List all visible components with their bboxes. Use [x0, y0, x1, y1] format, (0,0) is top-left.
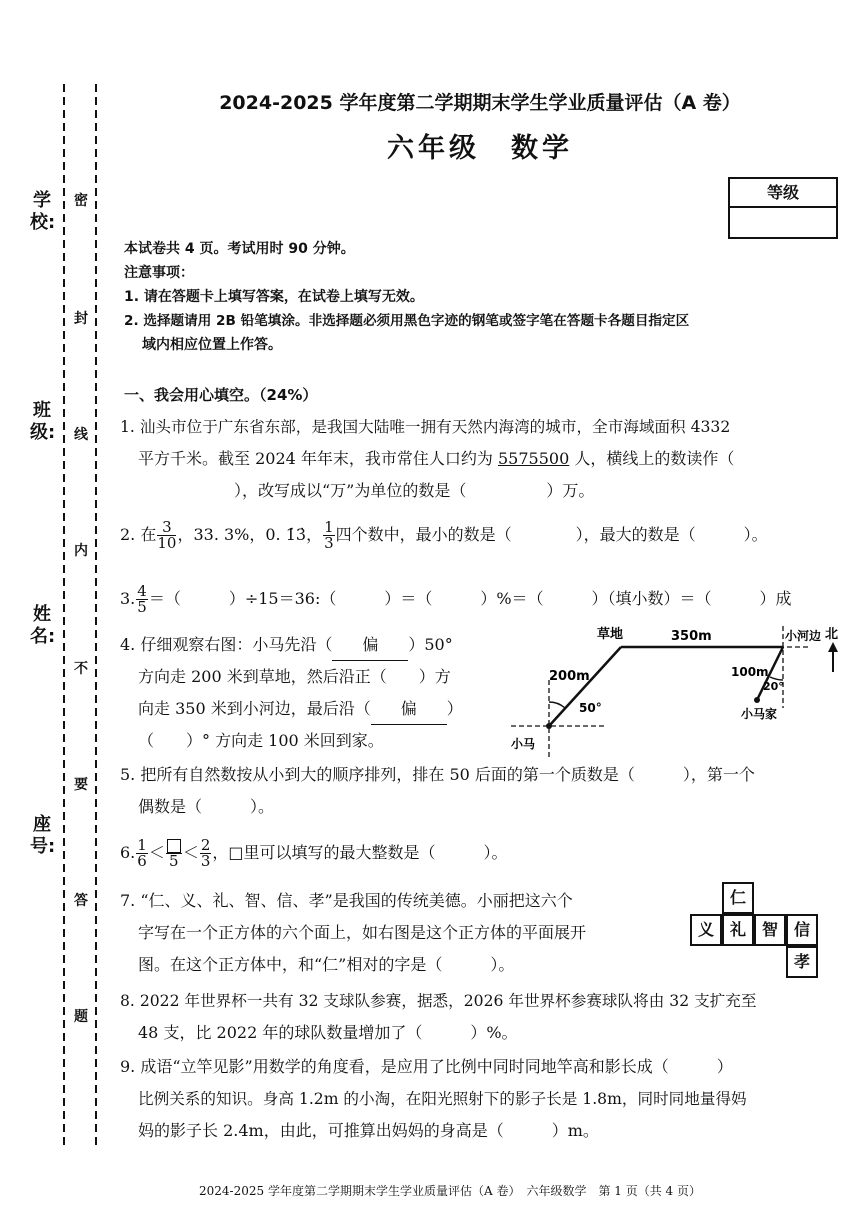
q4-route-diagram: [505, 620, 845, 760]
seal-char-nei: 内: [70, 540, 92, 560]
seal-char-da: 答: [70, 890, 92, 910]
q1-text-a: 平方千米。截至 2024 年年末，我市常住人口约为: [138, 449, 498, 468]
q6-less-than-2: ＜: [182, 843, 199, 862]
q6-line: [120, 838, 508, 869]
q2-f1-numerator: 3: [157, 520, 176, 536]
q1-line-2: [138, 444, 734, 474]
q4-line-4: （ ）° 方向走 100 米回到家。: [138, 731, 384, 750]
exam-title: 2024-2025 学年度第二学期期末学生学业质量评估（A 卷）: [219, 92, 741, 114]
notes-line-4: 2. 选择题请用 2B 铅笔填涂。非选择题必须用黑色字迹的钢笔或签字笔在答题卡各题目指定区: [124, 313, 690, 329]
fig-home-label: 小马家: [741, 707, 778, 721]
name-label: 姓名:: [30, 604, 56, 647]
fig-100-label: 100m: [731, 665, 769, 679]
q3-prefix: 3.: [120, 589, 136, 608]
q3-line: [120, 584, 792, 615]
q6-f1-denominator: 6: [137, 852, 147, 870]
q8-line-2: 48 支，比 2022 年的球队数量增加了（ ）%。: [138, 1023, 518, 1042]
q3-denominator: 5: [137, 598, 147, 616]
seal-char-feng: 封: [70, 308, 92, 328]
q6-suffix: ，□里可以填写的最大整数是（ ）。: [212, 843, 508, 862]
q9-line-3: 妈的影子长 2.4m，由此，可推算出妈妈的身高是（ ）m。: [138, 1121, 599, 1140]
seal-char-yao: 要: [70, 774, 92, 794]
net-cell-xin: 信: [786, 914, 818, 946]
fig-north-label: 北: [825, 627, 839, 642]
north-arrow-head: [828, 642, 838, 652]
fig-200-label: 200m: [549, 669, 590, 684]
seal-char-ti: 题: [70, 1006, 92, 1026]
q4-text-b: ）50°: [408, 635, 453, 654]
q2-f2-numerator: 1: [324, 518, 334, 536]
fig-350-label: 350m: [671, 629, 712, 644]
q2-prefix: 2. 在: [120, 525, 157, 544]
notes-line-5: 域内相应位置上作答。: [142, 337, 282, 353]
q4-fill-2: 偏: [371, 694, 447, 725]
seat-label: 座号:: [30, 814, 56, 857]
q1-line-1: 1. 汕头市位于广东省东部，是我国大陆唯一拥有天然内海湾的城市，全市海域面积 4332: [120, 418, 731, 436]
q6-prefix: 6.: [120, 843, 136, 862]
q8-line-1: 8. 2022 年世界杯一共有 32 支球队参赛，据悉，2026 年世界杯参赛球队将由 32 支扩充至: [120, 992, 757, 1010]
q4-text-d: ）: [446, 699, 463, 718]
section-1-heading: 一、我会用心填空。（24%）: [124, 386, 318, 404]
net-cell-xiao: 孝: [786, 946, 818, 978]
net-cell-li: 礼: [722, 914, 754, 946]
q6-fraction-2: [166, 838, 182, 869]
q4-line-3: [138, 694, 463, 725]
q4-text-a: 4. 仔细观察右图：小马先沿（: [120, 635, 333, 654]
q1-text-b: 人，横线上的数读作（: [569, 449, 735, 468]
q7-line-2: 字写在一个正方体的六个面上，如右图是这个正方体的平面展开: [138, 923, 587, 942]
school-label: 学校:: [30, 190, 56, 233]
q6-fraction-1: [136, 838, 148, 869]
q2-fraction-1: [157, 520, 176, 551]
page-footer: 2024-2025 学年度第二学期期末学生学业质量评估（A 卷） 六年级数学 第 1 页（共 4 页）: [199, 1184, 701, 1198]
grade-label: 等级: [730, 179, 836, 208]
q2-f2-denominator: 3: [324, 534, 334, 552]
q6-less-than-1: ＜: [148, 843, 165, 862]
notes-line-3: 1. 请在答题卡上填写答案，在试卷上填写无效。: [124, 289, 424, 305]
pony-point: [546, 723, 552, 729]
q7-line-1: 7. “仁、义、礼、智、信、孝”是我国的传统美德。小丽把这六个: [120, 891, 573, 910]
q6-blank-box: [167, 839, 181, 853]
exam-subject: 六年级 数学: [387, 133, 573, 164]
q2-line: [120, 520, 768, 551]
fig-50-label: 50°: [579, 701, 602, 715]
grade-box: [728, 177, 838, 239]
angle-arc-50: [549, 702, 565, 708]
q2-suffix: 四个数中，最小的数是（ ），最大的数是（ ）。: [335, 525, 768, 544]
q6-f1-numerator: 1: [137, 836, 147, 854]
fig-river-label: 小河边: [785, 629, 822, 643]
q2-middle: ，33. 3%，0. 1̇3̇，: [177, 525, 323, 544]
seal-char-mi: 密: [70, 190, 92, 210]
q5-line-1: 5. 把所有自然数按从小到大的顺序排列，排在 50 后面的第一个质数是（ ），第一个: [120, 765, 755, 784]
q9-line-2: 比例关系的知识。身高 1.2m 的小淘，在阳光照射下的影子长是 1.8m，同时同地量得妈: [138, 1090, 747, 1108]
seal-char-bu: 不: [70, 658, 92, 678]
q1-population-number: 5575500: [497, 449, 570, 468]
q3-fraction: [136, 584, 148, 615]
q7-line-3: 图。在这个正方体中，和“仁”相对的字是（ ）。: [138, 955, 515, 974]
q4-text-c: 向走 350 米到小河边，最后沿（: [138, 699, 371, 718]
q6-f2-denominator: 5: [169, 852, 179, 870]
net-cell-yi: 义: [690, 914, 722, 946]
fig-20-label: 20°: [763, 680, 784, 693]
q2-fraction-2: [323, 520, 335, 551]
fig-pony-label: 小马: [511, 737, 536, 751]
home-point: [754, 697, 760, 703]
notes-line-1: 本试卷共 4 页。考试用时 90 分钟。: [124, 241, 355, 257]
q6-fraction-3: [200, 838, 212, 869]
q4-line-2: 方向走 200 米到草地，然后沿正（ ）方: [138, 667, 451, 686]
q1-line-3: ），改写成以“万”为单位的数是（ ）万。: [138, 481, 595, 500]
net-cell-ren: 仁: [722, 882, 754, 914]
class-label: 班级:: [30, 400, 56, 443]
notes-line-2: 注意事项：: [124, 265, 194, 281]
cube-net: [690, 882, 820, 982]
fig-grass-label: 草地: [597, 627, 624, 642]
net-cell-zhi: 智: [754, 914, 786, 946]
q4-line-1: [120, 630, 453, 661]
q5-line-2: 偶数是（ ）。: [138, 797, 275, 816]
binding-dashed-lines: [0, 0, 120, 1224]
q4-fill-1: 偏: [332, 630, 408, 661]
q3-suffix: ＝（ ）÷15＝36:（ ）＝（ ）%＝（ ）（填小数）＝（ ）成: [148, 589, 792, 608]
seal-char-xian: 线: [70, 424, 92, 444]
q3-numerator: 4: [137, 582, 147, 600]
q2-f1-denominator: 10: [157, 534, 177, 552]
q9-line-1: 9. 成语“立竿见影”用数学的角度看，是应用了比例中同时同地竿高和影长成（ ）: [120, 1057, 733, 1076]
q6-f3-numerator: 2: [200, 836, 211, 854]
q6-f3-denominator: 3: [200, 852, 211, 870]
